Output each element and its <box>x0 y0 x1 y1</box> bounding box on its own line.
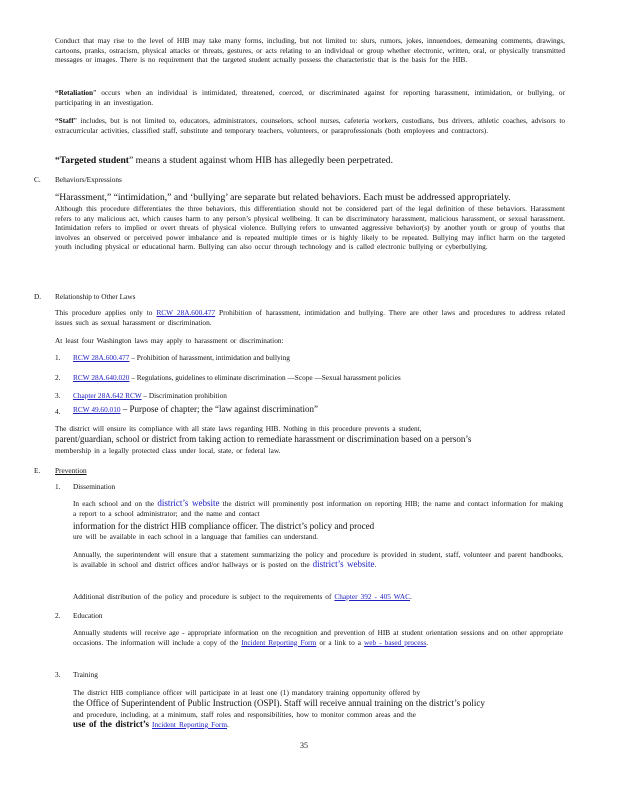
dissemination-paragraph-1c <box>73 532 563 542</box>
law-item-1 <box>73 353 563 363</box>
training-line-2: the Office of Superintendent of Public Instruction (OSPI). Staff will receive annual training on the district’s policy <box>73 698 485 708</box>
law-item-number: 2. <box>55 373 61 382</box>
section-d-p1-text-b: Prohibition of harassment, intimidation and bullying. There are other laws and procedures to address related issues such as sexual harassment or discrimination. <box>55 308 565 327</box>
section-d-paragraph-2 <box>55 336 565 346</box>
targeted-text: ” means a student against whom HIB has allegedly been perpetrated. <box>129 155 394 166</box>
training-paragraph <box>73 688 563 698</box>
law-item-link[interactable]: Chapter 28A.642 RCW <box>73 391 142 400</box>
section-d-paragraph-3c <box>55 446 565 456</box>
web-based-process-link[interactable]: web - based process <box>364 637 427 647</box>
law-item-link[interactable]: RCW 28A.600.477 <box>73 353 130 362</box>
training-line-3: and procedure, including, at a minimum, staff roles and responsibilities, how to monitor common areas and the <box>73 710 416 719</box>
conduct-text: Conduct that may rise to the level of HIB may take many forms, including, but not limited to: slurs, rumors, jokes, innuendoes, demeaning comments, drawings, cartoons, pranks, ostracism, physical attacks or threats, gestures, or acts relating to an individual or group whether electronic, written, oral, or physically transmitted messages or images. There is no requirement that the targeted student actually possess the characteristic that is the basis for the HIB. <box>55 36 565 65</box>
law-item-text: – Prohibition of harassment, intimidation and bullying <box>129 353 290 362</box>
law-item-text: – Purpose of chapter; the “law against discrimination” <box>120 404 318 414</box>
staff-term: “Staff <box>55 116 74 125</box>
section-d-title: Relationship to Other Laws <box>55 292 136 301</box>
law-item-link[interactable]: RCW 28A.640.020 <box>73 373 130 382</box>
section-d-p3-line-2: parent/guardian, school or district from taking action to remediate harassment or discrimination based on a person’s <box>55 434 472 444</box>
law-item-text: – Discrimination prohibition <box>141 391 227 400</box>
training-line-4-end: . <box>227 720 229 729</box>
education-text-a: Annually students will receive age - appropriate information on the recognition and prevention of HIB at student orientation sessions and on other appropriate occasions. The information will include a copy of the <box>73 628 563 647</box>
law-item-number: 1. <box>55 353 61 362</box>
dissemination-p2-text-a: Annually, the superintendent will ensure that a statement summarizing the policy and procedure is provided in student, staff, volunteer and parent handbooks, is available in school and district offices and/or hallways or is posted on the <box>73 550 563 569</box>
sub-3-number: 3. <box>55 670 61 679</box>
dissemination-paragraph-1b <box>73 521 563 532</box>
page-number: 35 <box>300 741 308 750</box>
section-d-paragraph-1 <box>55 308 565 327</box>
section-d-marker: D. <box>34 292 42 301</box>
education-text-c: . <box>426 637 429 647</box>
incident-reporting-form-link[interactable]: Incident Reporting Form <box>152 720 227 729</box>
training-line-1: The district HIB compliance officer will participate in at least one (1) mandatory training opportunity offered by <box>73 688 421 697</box>
section-c-lead <box>55 192 565 204</box>
district-website-link[interactable]: district’s website <box>157 498 220 508</box>
dissemination-p1-text-d: ure will be available in each school in a language that families can understand. <box>73 532 318 541</box>
section-e-title: Prevention <box>55 466 87 475</box>
section-c-body <box>55 204 565 252</box>
law-item-number: 4. <box>55 407 61 416</box>
district-website-link[interactable]: district’s website <box>312 558 375 569</box>
sub-3-title: Training <box>73 670 98 679</box>
retaliation-term: “Retaliation <box>55 88 94 97</box>
training-line-4: use of the district’s <box>73 719 150 729</box>
staff-definition <box>55 116 565 135</box>
education-paragraph <box>73 628 563 647</box>
law-item-number: 3. <box>55 391 61 400</box>
dissemination-paragraph-1 <box>73 499 563 518</box>
section-e-marker: E. <box>34 466 41 475</box>
section-c-body-text: Although this procedure differentiates the three behaviors, this differentiation should not be considered part of the legal definition of these behaviors. Harassment refers to any malicious act, which causes harm to any person’s physical wellbeing. It can be discriminatory harassment, malicious harassment, or sexual harassment. Intimidation refers to implied or overt threats of physical violence. Bullying refers to unwanted aggressive behavior(s) by another youth or group of youths that involves an observed or perceived power imbalance and is repeated multiple times or is highly likely to be repeated. Bullying may inflict harm on the targeted youth including physical or educational harm. Bullying can also occur through technology and is called electronic bullying or cyberbullying. <box>55 204 565 252</box>
dissemination-p2-text-b: . <box>374 559 377 569</box>
section-d-p1-text-a: This procedure applies only to <box>55 308 153 317</box>
section-d-p3-line-3: membership in a legally protected class under local, state, or federal law. <box>55 446 281 455</box>
sub-2-number: 2. <box>55 611 61 620</box>
dissemination-paragraph-3 <box>73 592 563 602</box>
retaliation-definition <box>55 88 565 107</box>
law-item-4 <box>73 405 563 415</box>
targeted-student-definition <box>55 155 565 167</box>
dissemination-p1-text-a: In each school and on the <box>73 499 155 508</box>
training-paragraph-d <box>73 720 563 730</box>
dissemination-p3-text-b: . <box>410 592 412 601</box>
dissemination-p1-text-b: the district will prominently post information on reporting HIB; the name and contact information for making a report to a school administrator; and the name and contact <box>73 499 563 518</box>
conduct-paragraph <box>55 36 565 65</box>
law-item-2 <box>73 373 563 383</box>
retaliation-text: ” occurs when an individual is intimidated, threatened, coerced, or discriminated against for reporting harassment, intimidation, or bullying, or participating in an investigation. <box>55 88 565 107</box>
dissemination-p3-text-a: Additional distribution of the policy and procedure is subject to the requirements of <box>73 592 332 601</box>
targeted-term: “Targeted student <box>55 155 129 166</box>
section-c-title: Behaviors/Expressions <box>55 175 122 184</box>
dissemination-p1-text-c: information for the district HIB compliance officer. The district’s policy and proced <box>73 521 375 531</box>
incident-reporting-form-link[interactable]: Incident Reporting Form <box>241 637 317 647</box>
section-d-paragraph-3b <box>55 434 565 445</box>
education-text-b: or a link to a <box>319 637 361 647</box>
law-item-link[interactable]: RCW 49.60.010 <box>73 405 121 414</box>
section-c-marker: C. <box>34 175 41 184</box>
section-d-p3-line-1: The district will ensure its compliance with all state laws regarding HIB. Nothing in this procedure prevents a student, <box>55 424 422 433</box>
sub-1-number: 1. <box>55 482 61 491</box>
law-item-text: – Regulations, guidelines to eliminate discrimination —Scope —Sexual harassment policies <box>129 373 401 382</box>
section-d-p2-text: At least four Washington laws may apply to harassment or discrimination: <box>55 336 284 345</box>
dissemination-paragraph-2 <box>73 550 563 569</box>
wac-chapter-link[interactable]: Chapter 392 - 405 WAC <box>334 592 411 601</box>
law-item-3 <box>73 391 563 401</box>
section-d-paragraph-3 <box>55 424 565 434</box>
staff-text: ” includes, but is not limited to, educators, administrators, counselors, school nurses, cafeteria workers, custodians, bus drivers, athletic coaches, advisors to extracurricular activities, classified staff, substitute and temporary teachers, volunteers, or paraprofessionals (both employees and contractors). <box>55 116 565 135</box>
sub-1-title: Dissemination <box>73 482 116 491</box>
rcw-28a600477-link[interactable]: RCW 28A.600.477 <box>156 308 216 317</box>
section-c-lead-text: “Harassment,” “intimidation,” and ‘bullying’ are separate but related behaviors. Each must be addressed appropriately. <box>55 192 511 203</box>
sub-2-title: Education <box>73 611 103 620</box>
training-paragraph-b <box>73 698 563 709</box>
